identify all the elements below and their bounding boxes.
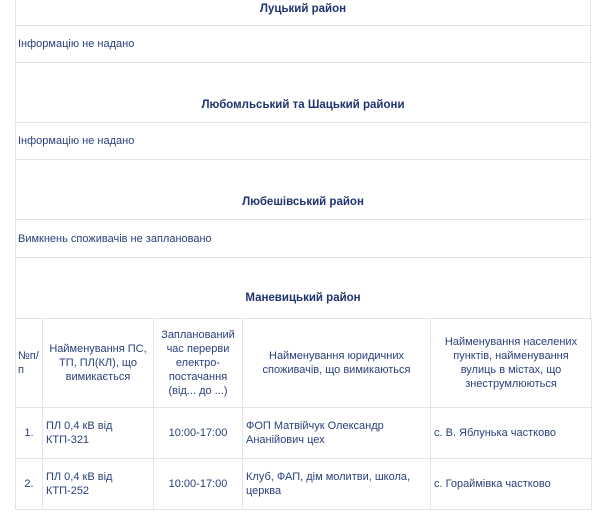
header-legal-consumers: Найменування юридичних споживачів, що вимикаються [243, 319, 431, 408]
header-number: №п/п [16, 319, 43, 408]
cell-planned-time: 10:00-17:00 [154, 408, 243, 459]
section-message-liuboml-shatsk [15, 122, 591, 160]
table-row [16, 408, 592, 459]
cell-legal-consumers: ФОП Матвійчук Олександр Ананійович цех [243, 408, 431, 459]
cell-number: 1. [16, 408, 43, 459]
cell-number: 2. [16, 459, 43, 510]
section-title-manevychi: Маневицький район [15, 286, 591, 318]
cell-settlements: с. В. Яблунька частково [431, 408, 592, 459]
cell-legal-consumers: Клуб, ФАП, дім молитви, школа, церква [243, 459, 431, 510]
cell-substation: ПЛ 0,4 кВ від КТП-321 [43, 408, 154, 459]
table-header-row [16, 319, 592, 408]
cell-planned-time: 10:00-17:00 [154, 459, 243, 510]
section-spacer [15, 160, 591, 190]
section-message-text: Інформацію не надано [18, 135, 135, 147]
header-substation: Найменування ПС, ТП, ПЛ(КЛ), що вимикається [43, 319, 154, 408]
header-planned-time: Запланований час перерви електро-постачання (від... до ...) [154, 319, 243, 408]
table-row [16, 459, 592, 510]
section-message-lutsk [15, 25, 591, 63]
section-message-text: Вимкнень споживачів не заплановано [18, 232, 212, 245]
section-spacer [15, 63, 591, 93]
outage-table [15, 318, 592, 510]
section-title-lutsk: Луцький район [15, 0, 591, 26]
section-spacer [15, 258, 591, 286]
section-message-liubeshiv [15, 219, 591, 258]
section-title-liuboml-shatsk: Любомльський та Шацький райони [15, 93, 591, 121]
cell-settlements: с. Гораймівка частково [431, 459, 592, 510]
section-message-text: Інформацію не надано [18, 38, 135, 50]
header-settlements: Найменування населених пунктів, найменування вулиць в містах, що знеструмлюються [431, 319, 592, 408]
cell-substation: ПЛ 0,4 кВ від КТП-252 [43, 459, 154, 510]
section-title-liubeshiv: Любешівський район [15, 190, 591, 219]
